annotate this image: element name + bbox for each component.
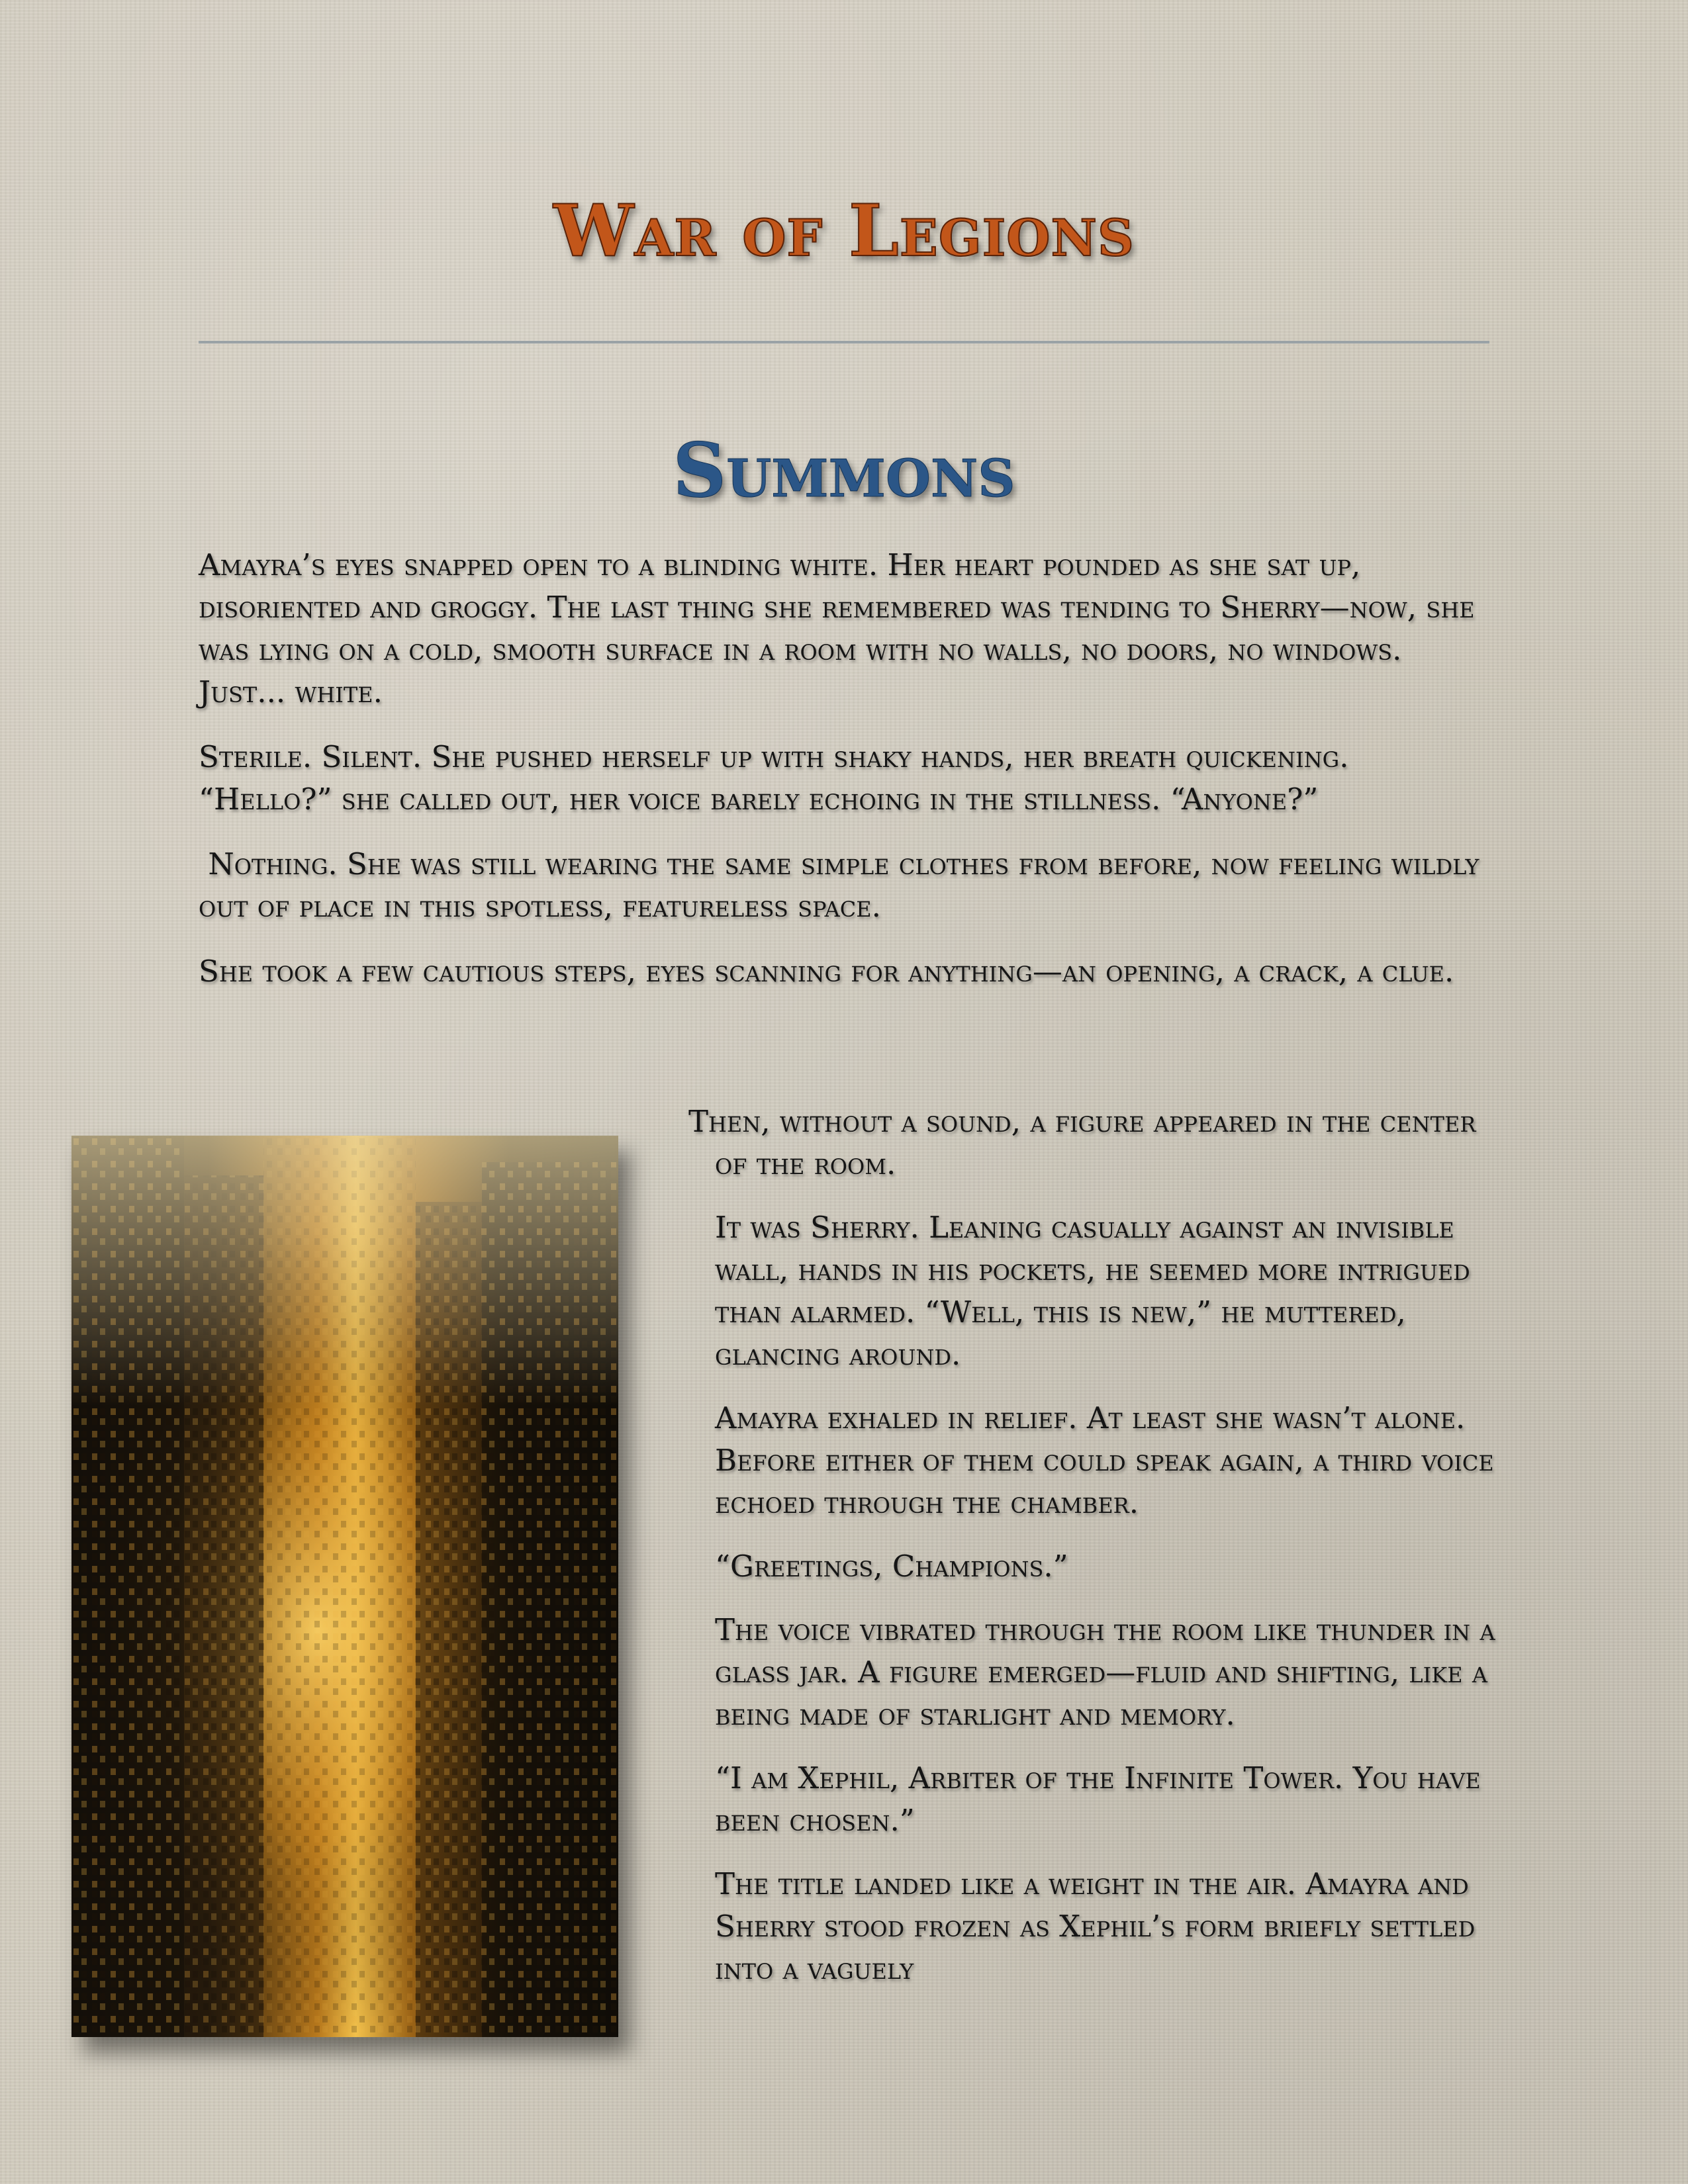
paragraph-4: She took a few cautious steps, eyes scanning for anything—an opening, a crack, a clue. (199, 954, 1454, 989)
paragraph-9: The voice vibrated through the room like thunder in a glass jar. A figure emerged—fluid and shifting, like a being made of starlight and memory. (715, 1612, 1505, 1732)
paragraph-1: Amayra’s eyes snapped open to a blinding white. Her heart pounded as she sat up, disoriented and groggy. The last thing she remembered was tending to Sherry—now, she was lying on a cold, smooth surface in a room with no walls, no doors, no windows. Just... white. (199, 547, 1484, 709)
paragraph-2: Sterile. Silent. She pushed herself up with shaky hands, her breath quickening. “Hello?” she called out, her voice barely echoing in the stillness. “Anyone?” (199, 739, 1358, 817)
paragraph-8: “Greetings, Champions.” (715, 1549, 1068, 1584)
story-text-block (688, 1101, 1505, 2011)
paragraph-3: Nothing. She was still wearing the same simple clothes from before, now feeling wildly out of place in this spotless, featureless space. (199, 846, 1489, 924)
title-divider (199, 341, 1489, 343)
intro-text-block (199, 544, 1489, 1015)
section-heading: Summons (673, 428, 1015, 514)
paragraph-6: It was Sherry. Leaning casually against an invisible wall, hands in his pockets, he seemed more intrigued than alarmed. “Well, this is new,” he muttered, glancing around. (715, 1210, 1480, 1372)
paragraph-7: Amayra exhaled in relief. At least she wasn’t alone. Before either of them could speak again, a third voice echoed through the chamber. (715, 1400, 1504, 1520)
paragraph-10: “I am Xephil, Arbiter of the Infinite Tower. You have been chosen.” (715, 1760, 1490, 1838)
infinite-tower-illustration (71, 1136, 618, 2037)
document-title: War of Legions (553, 189, 1135, 273)
paragraph-11: The title landed like a weight in the air. Amayra and Sherry stood frozen as Xephil’s form briefly settled into a vaguely (715, 1866, 1485, 1986)
paragraph-5: Then, without a sound, a figure appeared in the center of the room. (688, 1104, 1485, 1181)
